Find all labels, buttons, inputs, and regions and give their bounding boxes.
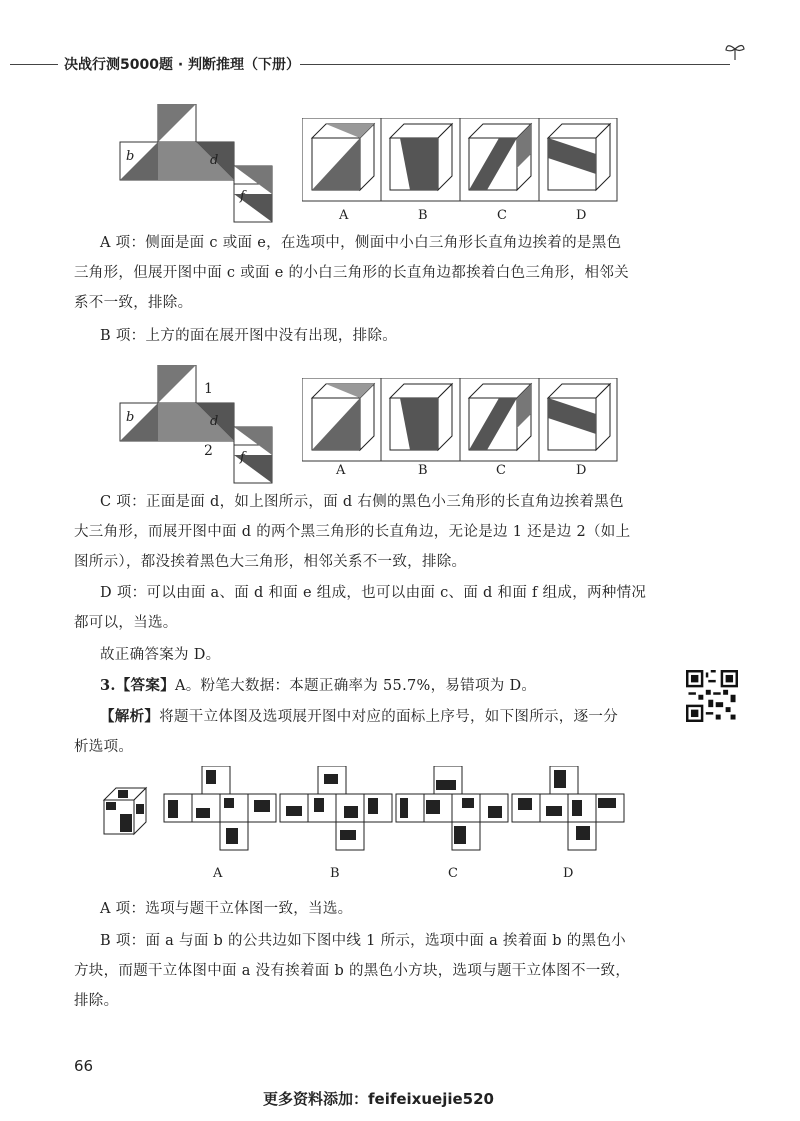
cube-options-figure-1 <box>302 118 618 202</box>
option2-label-d: D <box>576 463 587 478</box>
net-label-f: f <box>240 189 245 204</box>
q3-analysis-line2: 析选项。 <box>74 739 134 755</box>
qr-code-image <box>686 670 738 722</box>
cube-net-figure-2 <box>118 365 273 485</box>
q3-analysis-line1 <box>100 710 618 725</box>
cube-options-figure-2 <box>302 378 618 462</box>
para-a-line1: A 项：侧面是面 c 或面 e，在选项中，侧面中小白三角形长直角边挨着的是黑色 <box>100 235 622 251</box>
net2-label-b: b <box>126 410 135 425</box>
option3-label-a: A <box>213 866 223 881</box>
q3-answer-tag: 3.【答案】 <box>100 677 175 694</box>
net2-label-a: a <box>176 384 184 399</box>
q3-answer-text: A。粉笔大数据：本题正确率为 55.7%，易错项为 D。 <box>174 678 537 694</box>
option2-label-c: C <box>496 463 506 478</box>
q3-para-b-line2: 方块，而题干立体图中面 a 没有挨着面 b 的黑色小方块，选项与题干立体图不一致， <box>74 963 631 979</box>
para-c-line3: 图所示），都没挨着黑色大三角形，相邻关系不一致，排除。 <box>74 554 467 570</box>
q3-para-b-line1: B 项：面 a 与面 b 的公共边如下图中线 1 所示，选项中面 a 挨着面 b 的黑色小 <box>100 933 626 949</box>
option2-label-a: A <box>336 463 346 478</box>
option3-label-b: B <box>330 866 340 881</box>
option-label-c: C <box>497 208 507 223</box>
page-number: 66 <box>74 1057 94 1075</box>
option-label-b: B <box>418 208 428 223</box>
para-c-line2: 大三角形，而展开图中面 d 的两个黑三角形的长直角边，无论是边 1 还是边 2（如上 <box>74 524 631 540</box>
net-label-a: a <box>176 123 184 138</box>
net2-label-f: f <box>240 450 245 465</box>
analysis-tag: 【解析】 <box>100 708 160 725</box>
header-rule-left <box>10 64 58 65</box>
option3-label-c: C <box>448 866 458 881</box>
para-a-line3: 系不一致，排除。 <box>74 295 193 311</box>
option3-label-d: D <box>563 866 574 881</box>
header-rule-right <box>300 64 730 65</box>
running-header <box>0 52 800 76</box>
cube-net-figure-1 <box>118 104 273 224</box>
q3-para-a: A 项：选项与题干立体图一致，当选。 <box>100 901 353 917</box>
option-label-a: A <box>339 208 349 223</box>
net-label-d: d <box>210 153 219 168</box>
para-a-line2: 三角形，但展开图中面 c 或面 e 的小白三角形的长直角边都挨着白色三角形，相邻关 <box>74 265 629 281</box>
edge-label-2: 2 <box>204 443 213 459</box>
para-d-line2: 都可以，当选。 <box>74 615 178 631</box>
cube-pattern-figure-3 <box>100 766 640 856</box>
option2-label-b: B <box>418 463 428 478</box>
edge-label-1: 1 <box>204 381 213 397</box>
conclusion: 故正确答案为 D。 <box>100 647 221 663</box>
analysis-text: 将题干立体图及选项展开图中对应的面标上序号，如下图所示，逐一分 <box>159 709 618 725</box>
q3-para-b-line3: 排除。 <box>74 993 119 1009</box>
para-b: B 项：上方的面在展开图中没有出现，排除。 <box>100 328 398 344</box>
book-title: 决战行测5000题 · 判断推理（下册） <box>64 57 301 73</box>
para-d-line1: D 项：可以由面 a、面 d 和面 e 组成，也可以由面 c、面 d 和面 f 组成，两种情况 <box>100 585 647 601</box>
option-label-d: D <box>576 208 587 223</box>
net-label-b: b <box>126 149 135 164</box>
footer-promo: 更多资料添加：feifeixuejie520 <box>263 1090 494 1108</box>
q3-answer <box>100 679 536 694</box>
cube-label-a: a <box>112 818 119 831</box>
net2-label-d: d <box>210 414 219 429</box>
para-c-line1: C 项：正面是面 d，如上图所示，面 d 右侧的黑色小三角形的长直角边挨着黑色 <box>100 494 624 510</box>
sprout-icon <box>723 40 747 62</box>
